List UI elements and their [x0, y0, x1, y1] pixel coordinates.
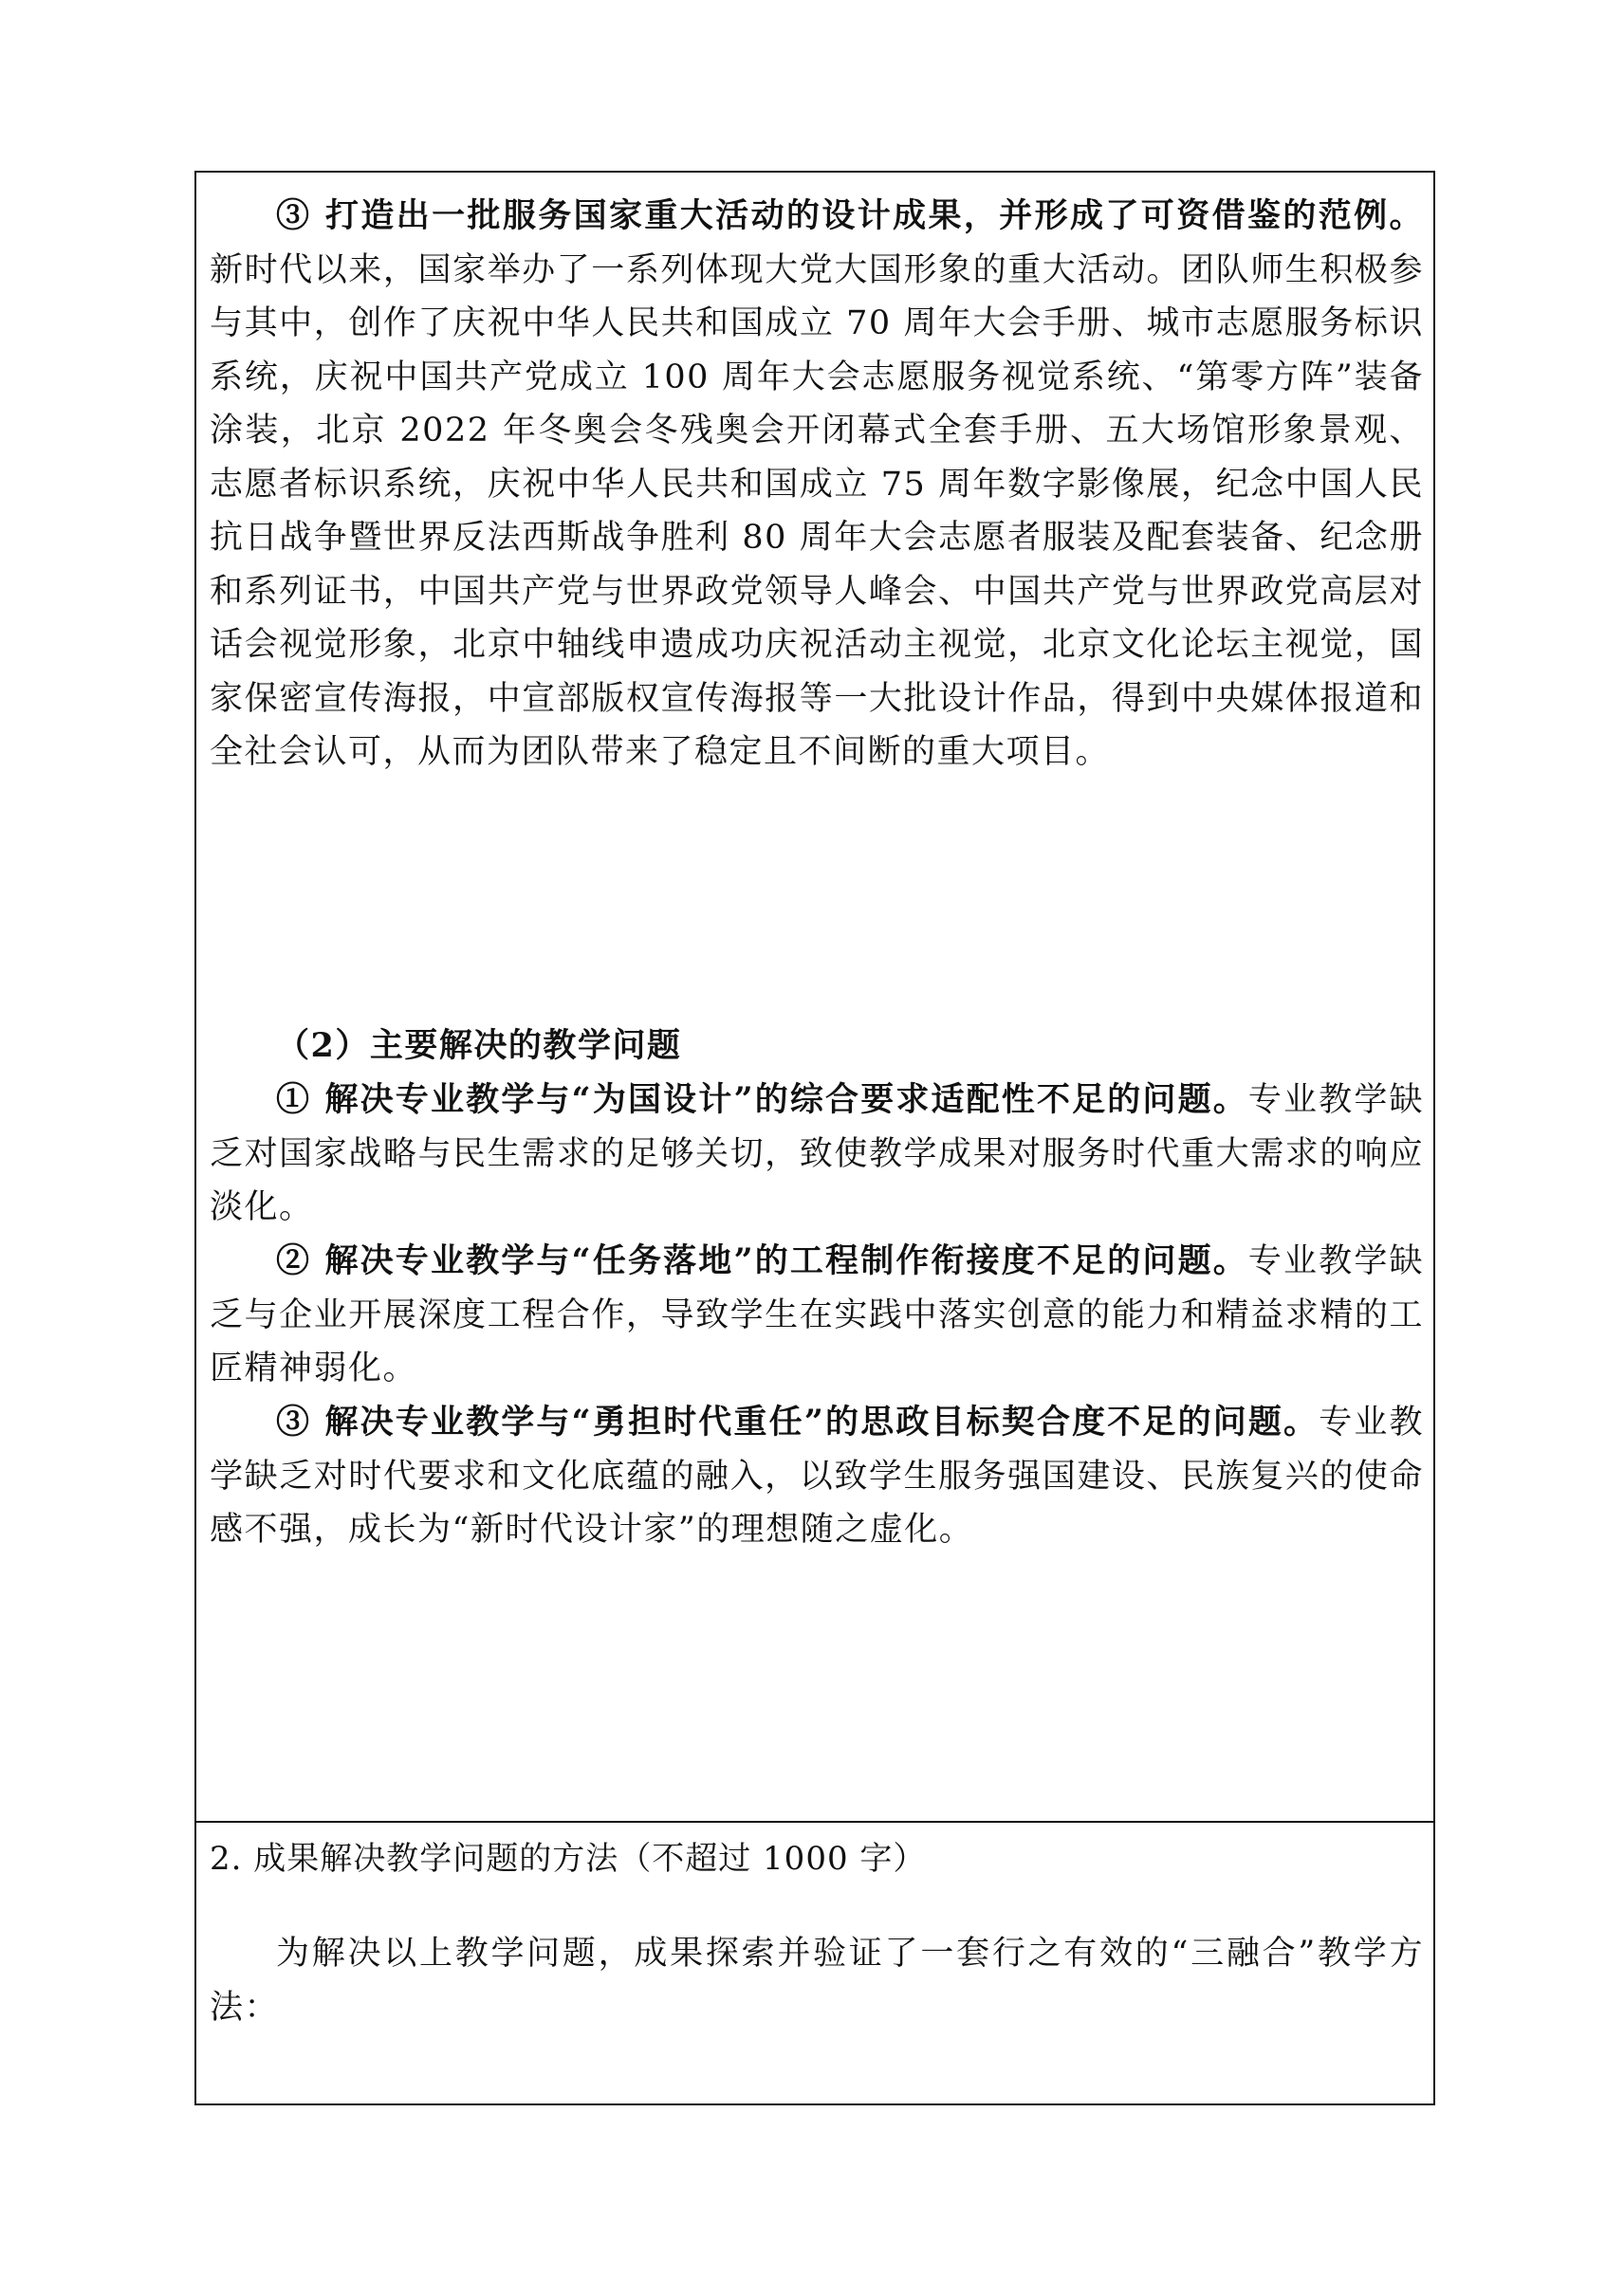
- paragraph-body: 专业教学缺乏对国家战略与民生需求的足够关切，致使教学成果对服务时代重大需求的响应淡化。: [210, 1081, 1424, 1226]
- paragraph-problem-1: [210, 1074, 1424, 1235]
- paragraph-body: 专业教学缺乏对时代要求和文化底蕴的融入，以致学生服务强国建设、民族复兴的使命感不强，成长为“新时代设计家”的理想随之虚化。: [210, 1404, 1424, 1549]
- paragraph-lead: ① 解决专业教学与“为国设计”的综合要求适配性不足的问题。: [276, 1080, 1248, 1119]
- content-cell-achievements: [196, 173, 1433, 1823]
- paragraph-lead: ② 解决专业教学与“任务落地”的工程制作衔接度不足的问题。: [276, 1241, 1248, 1280]
- paragraph-problem-3: [210, 1396, 1424, 1557]
- paragraph-body: 新时代以来，国家举办了一系列体现大党大国形象的重大活动。团队师生积极参与其中，创作了庆祝中华人民共和国成立 70 周年大会手册、城市志愿服务标识系统，庆祝中国共产党成立 100 周年大会志愿服务视觉系统、“第零方阵”装备涂装，北京 2022 年冬奥会冬残奥会开闭幕式全套手册、五大场馆形象景观、志愿者标识系统，庆祝中华人民共和国成立 75 周年数字影像展，纪念中国人民抗日战争暨世界反法西斯战争胜利 80 周年大会志愿者服装及配套装备、纪念册和系列证书，中国共产党与世界政党领导人峰会、中国共产党与世界政党高层对话会视觉形象，北京中轴线申遗成功庆祝活动主视觉，北京文化论坛主视觉，国家保密宣传海报，中宣部版权宣传海报等一大批设计作品，得到中央媒体报道和全社会认可，从而为团队带来了稳定且不间断的重大项目。: [210, 250, 1424, 771]
- paragraph-design-results: [210, 190, 1424, 780]
- paragraph-methods-intro: 为解决以上教学问题，成果探索并验证了一套行之有效的“三融合”教学方法：: [210, 1935, 1424, 2027]
- form-table: [194, 171, 1435, 2105]
- paragraph-lead: ③ 解决专业教学与“勇担时代重任”的思政目标契合度不足的问题。: [276, 1403, 1320, 1442]
- paragraph-lead: ③ 打造出一批服务国家重大活动的设计成果，并形成了可资借鉴的范例。: [276, 196, 1424, 235]
- paragraph-problem-2: [210, 1235, 1424, 1396]
- paragraph-body: 专业教学缺乏与企业开展深度工程合作，导致学生在实践中落实创意的能力和精益求精的工匠精神弱化。: [210, 1242, 1424, 1387]
- section-title-methods: 2. 成果解决教学问题的方法（不超过 1000 字）: [210, 1840, 927, 1878]
- content-cell-methods: [196, 1823, 1433, 2103]
- section-heading-teaching-problems: （2）主要解决的教学问题: [276, 1026, 682, 1065]
